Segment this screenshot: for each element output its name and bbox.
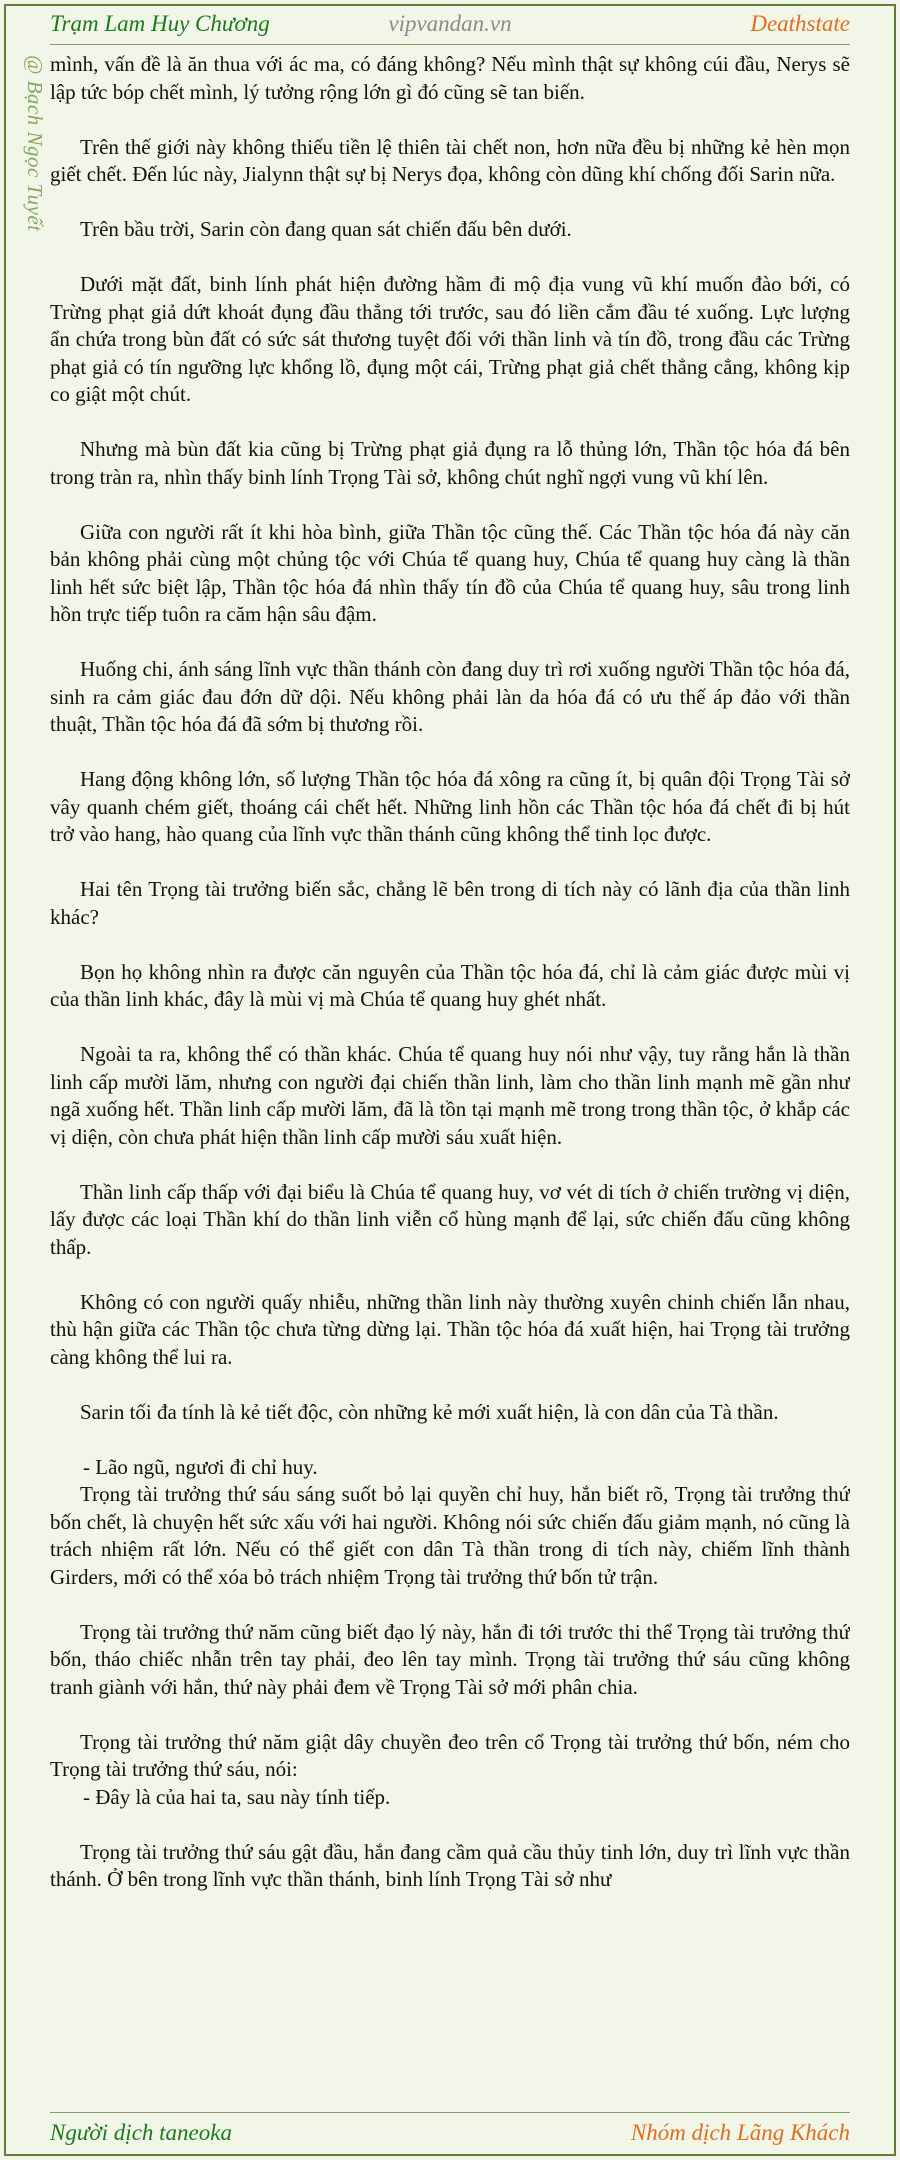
paragraph: Trọng tài trưởng thứ năm giật dây chuyền đeo trên cổ Trọng tài trưởng thứ bốn, ném cho Trọng tài trưởng thứ sáu, nói: (50, 1729, 850, 1781)
paragraph: Giữa con người rất ít khi hòa bình, giữa Thần tộc cũng thế. Các Thần tộc hóa đá này căn bản không phải cùng một chủng tộc với Chúa tể quang huy, Chúa tể quang huy càng là thần linh hết sức biệt lập, Thần tộc hóa đá nhìn thấy tín đồ của Chúa tể quang huy, sâu trong linh hồn trực tiếp tuôn ra căm hận sâu đậm. (50, 519, 850, 626)
paragraph: Hai tên Trọng tài trưởng biến sắc, chẳng lẽ bên trong di tích này có lãnh địa của thần linh khác? (50, 877, 850, 929)
paragraph: Trên thế giới này không thiếu tiền lệ thiên tài chết non, hơn nữa đều bị những kẻ hèn mọn giết chết. Đến lúc này, Jialynn thật sự bị Nerys đọa, không còn dũng khí chống đối Sarin nữa. (50, 134, 850, 186)
paragraph: Trọng tài trưởng thứ sáu gật đầu, hắn đang cầm quả cầu thủy tinh lớn, duy trì lĩnh vực thần thánh. Ở bên trong lĩnh vực thần thánh, binh lính Trọng Tài sở như (50, 1839, 850, 1891)
paragraph: Không có con người quấy nhiễu, những thần linh này thường xuyên chinh chiến lẫn nhau, thù hận giữa các Thần tộc chưa từng dừng lại. Thần tộc hóa đá xuất hiện, hai Trọng tài trưởng càng không thể lui ra. (50, 1289, 850, 1369)
paragraph: Sarin tối đa tính là kẻ tiết độc, còn những kẻ mới xuất hiện, là con dân của Tà thần. (80, 1399, 779, 1424)
side-credit: @ Bạch Ngọc Tuyết (23, 55, 47, 232)
paragraph: Dưới mặt đất, binh lính phát hiện đường hầm đi mộ địa vung vũ khí muốn đào bới, có Trừng phạt giả dứt khoát đụng đầu thẳng tới trước, sau đó liền cắm đầu té xuống. Lực lượng ẩn chứa trong bùn đất có sức sát thương tuyệt đối với thần linh và tín đồ, trong đầu các Trừng phạt giả có tín ngưỡng lực khổng lồ, đụng một cái, Trừng phạt giả chết thẳng cẳng, không kịp co giật một chút. (50, 272, 850, 406)
header-site: vipvandan.vn (388, 11, 512, 36)
paragraph: Bọn họ không nhìn ra được căn nguyên của Thần tộc hóa đá, chỉ là cảm giác được mùi vị của thần linh khác, đây là mùi vị mà Chúa tể quang huy ghét nhất. (50, 959, 850, 1011)
paragraph: Huống chi, ánh sáng lĩnh vực thần thánh còn đang duy trì rơi xuống người Thần tộc hóa đá, sinh ra cảm giác đau đớn dữ dội. Nếu không phải làn da hóa đá có ưu thế áp đảo với thần thuật, Thần tộc hóa đá đã sớm bị thương rồi. (50, 657, 850, 736)
paragraph: Hang động không lớn, số lượng Thần tộc hóa đá xông ra cũng ít, bị quân đội Trọng Tài sở vây quanh chém giết, thoáng cái chết hết. Những linh hồn các Thần tộc hóa đá chết đi bị hút trở vào hang, hào quang của lĩnh vực thần thánh cũng không thể tinh lọc được. (50, 767, 850, 846)
chapter-text (50, 51, 850, 2108)
paragraph: Nhưng mà bùn đất kia cũng bị Trừng phạt giả đụng ra lỗ thủng lớn, Thần tộc hóa đá bên trong tràn ra, nhìn thấy binh lính Trọng Tài sở, không chút nghĩ ngợi vung vũ khí lên. (50, 437, 850, 489)
paragraph: Trọng tài trưởng thứ năm cũng biết đạo lý này, hắn đi tới trước thi thể Trọng tài trưởng thứ bốn, tháo chiếc nhẫn trên tay phải, đeo lên tay mình. Trọng tài trưởng thứ sáu cũng không tranh giành với hắn, thứ này phải đem về Trọng Tài sở mới phân chia. (50, 1619, 850, 1699)
header-divider (50, 44, 850, 45)
paragraph: Thần linh cấp thấp với đại biểu là Chúa tể quang huy, vơ vét di tích ở chiến trường vị diện, lấy được các loại Thần khí do thần linh viễn cổ hùng mạnh để lại, sức chiến đấu cũng không thấp. (50, 1179, 850, 1259)
paragraph: Ngoài ta ra, không thể có thần khác. Chúa tể quang huy nói như vậy, tuy rằng hắn là thần linh cấp mười lăm, nhưng con người đại chiến thần linh, làm cho thần linh mạnh mẽ gần như ngã xuống hết. Thần linh cấp mười lăm, đã là tồn tại mạnh mẽ trong trong thần tộc, ở khắp các vị diện, còn chưa phát hiện thần linh cấp mười sáu xuất hiện. (50, 1042, 850, 1149)
page-footer (50, 2116, 850, 2150)
dialogue-line: - Lão ngũ, ngươi đi chỉ huy. (83, 1454, 318, 1479)
header-book-title: Trạm Lam Huy Chương (50, 11, 270, 36)
paragraph: Trên bầu trời, Sarin còn đang quan sát chiến đấu bên dưới. (80, 217, 572, 241)
footer-divider (50, 2112, 850, 2113)
footer-translator: Người dịch taneoka (50, 2120, 232, 2145)
page-header (50, 6, 850, 42)
dialogue-line: - Đây là của hai ta, sau này tính tiếp. (83, 1784, 391, 1809)
paragraph: mình, vấn đề là ăn thua với ác ma, có đáng không? Nếu mình thật sự không cúi đầu, Nerys sẽ lập tức bóp chết mình, lý tưởng rộng lớn gì đó cũng sẽ tan biến. (50, 52, 850, 104)
footer-group: Nhóm dịch Lãng Khách (630, 2120, 850, 2145)
header-author: Deathstate (750, 11, 850, 36)
paragraph: Trọng tài trưởng thứ sáu sáng suốt bỏ lại quyền chỉ huy, hắn biết rõ, Trọng tài trưởng thứ bốn chết, là chuyện hết sức xấu với hai người. Không nói sức chiến đấu giảm mạnh, nó cũng là trách nhiệm rất lớn. Nếu có thể giết con dân Tà thần trong di tích này, chiếm lĩnh thành Girders, mới có thể xóa bỏ trách nhiệm Trọng tài trưởng thứ bốn tử trận. (50, 1482, 850, 1589)
